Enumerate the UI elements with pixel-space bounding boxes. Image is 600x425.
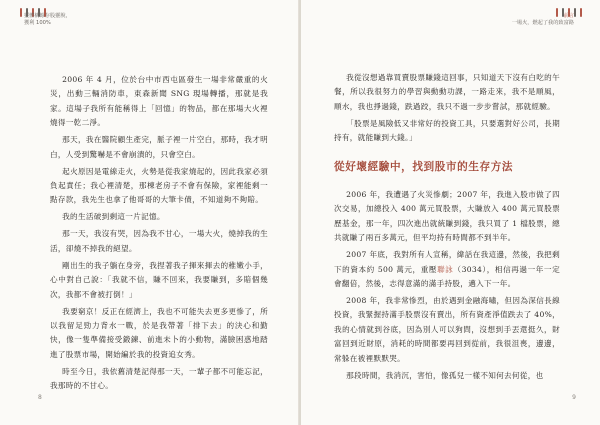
paragraph: 我的生活破到剩這一片記憶。 <box>62 212 165 222</box>
right-page <box>301 0 600 425</box>
left-page <box>0 0 299 425</box>
section-heading: 從好壞經驗中，找到股市的生存方法 <box>334 161 514 173</box>
left-header-line2: 獲利 100% <box>24 20 51 26</box>
right-body-text-top <box>334 71 560 146</box>
paragraph: 我要窮京！反正在經濟上，我也不可能失去更多更慘了，所以我留足勁力背水一戰，於是我帶著「排下去」的決心和勤快，像一隻準備接受鍛鍊、前進未卜的小動物，滿臉困惑地踏進了股票市場，開始編於我的投資追女秀。 <box>50 306 268 359</box>
paragraph: 2006 年，我遭遇了火災慘劇；2007 年，我進入股市做了四次交易，加總投入 400 萬元買股票，大賺放入 400 萬元買股票歷基金，那一年，四次進出就統賺到錢，我只買了 1 檔股票，總共就賺了兩百多萬元，但平均持有時間都不到半年。 <box>334 190 560 243</box>
decorative-mark <box>20 8 22 17</box>
left-header-line1: 靈體構餘存股靈脫， <box>24 13 71 19</box>
right-page-number: 9 <box>572 394 576 401</box>
highlighted-stock-name: 聯詠 <box>437 264 454 274</box>
right-running-header <box>512 13 574 27</box>
paragraph: 起火原因是電線走火，火勢是從我家燒起的，因此我家必須負起責任；我心裡清楚，那棟老房子不會有保險，家裡能剩一點存款，我先生也拿了他哥哥的大筆卡債，不知道夠不夠賠。 <box>50 166 268 205</box>
paragraph: 時至今日，我依舊清楚記得那一天，一輩子都不可能忘記，我那時的不甘心。 <box>50 366 268 391</box>
right-header-line1: 前言 <box>563 13 574 19</box>
right-header-line2: 一場火，燃起了我的致富路 <box>511 20 574 26</box>
paragraph: 2008 年，我非常慘烈，由於遇到金融海嘯，但因為深信長線投資，我緊握持滿手股票沒有賣出，所有資產淨值跌去了 40%，我的心情就到谷底，因為別人可以狗問，沒想到手丟還挺久，財富回到近財原，消耗的時間都要再回到從前，我很沮喪，邊邊，常躲在被裡默默哭。 <box>334 296 560 363</box>
paragraph: 2006 年 4 月，位於台中市西屯區發生一場非常嚴重的火災，出動三輛消防車，東森新聞 SNG 現場轉播，那就是我家。這場子我所有能稱得上「回憶」的物品，都在那場大火裡燒得一乾二淨。 <box>50 75 268 128</box>
paragraph: 那天，我在醫院顧生產完，脈子裡一片空白，那時，我才明白，人受到驚嚇是不會崩潰的，只會空白。 <box>50 135 268 159</box>
right-body-text-bottom <box>334 188 560 383</box>
left-running-header <box>24 13 71 27</box>
left-page-number: 8 <box>38 394 42 401</box>
paragraph: 2007 年底，我對所有人宣稱，緯話在我這邊，然後，我把剩下的資本約 500 萬元，重壓聯詠（3034），相信再過一年一定會翻倍，然後，志得意滿的滿手持股，邁入下一年。 <box>334 250 560 289</box>
paragraph: 剛出生的我子躺在身旁，我捏著我子揮來揮去的稚嫩小手，心中對自己說：「我就不信，賺不回來，我要賺到，多賠個幾次，我都不會被打倒！」 <box>50 260 268 299</box>
paragraph: 那段時間，我消沉，害怕，像孤兒一樣不知何去何從，也 <box>346 370 544 380</box>
paragraph: 那一天，我沒有哭，因為我不甘心，一場大火，燒掉我的生活，卻燒不掉我的絕望。 <box>50 229 268 253</box>
paragraph: 「股票是風險低又非常好的投資工具，只要選對好公司，長期持有，就能賺到大錢。」 <box>334 118 560 143</box>
left-body-text <box>50 73 268 394</box>
decorative-mark <box>574 8 576 17</box>
decorative-mark <box>580 8 582 17</box>
paragraph: 我從沒想過靠買賣股票賺錢這回事，只知道天下沒有白吃的午餐，所以我很努力的學習與動動功課，一路走來，我不是順風，順水，我也掙過錢，跌過跤，我只不過一步步嘗試，那就經驗。 <box>334 73 560 111</box>
